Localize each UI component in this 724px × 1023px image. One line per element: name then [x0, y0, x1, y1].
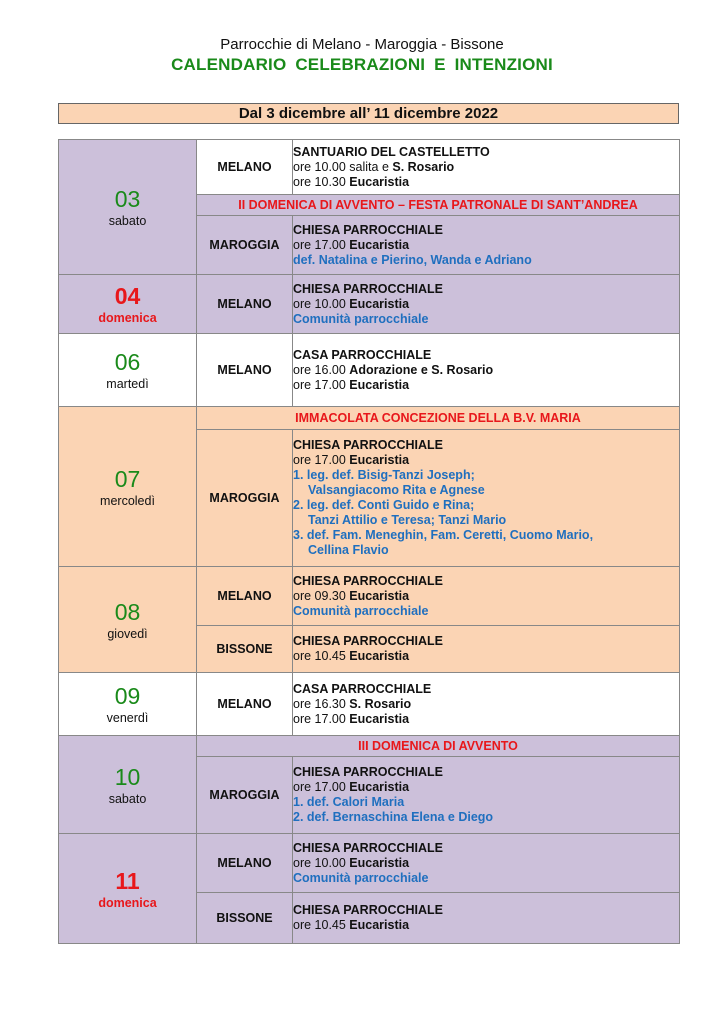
day-number: 10: [114, 763, 141, 790]
day-number: 09: [114, 683, 141, 709]
table-row: [59, 407, 680, 430]
day-number: 08: [114, 598, 141, 625]
intention: 2. leg. def. Conti Guido e Rina;: [293, 498, 475, 512]
time-line: ore 10.00 Eucaristia: [293, 855, 410, 870]
table-row: [59, 834, 680, 893]
table-row: [59, 567, 680, 626]
day-03-cell: [59, 140, 197, 275]
venue: CHIESA PARROCCHIALE: [293, 222, 444, 237]
intention: 1. def. Calori Maria: [293, 795, 405, 809]
weekday: giovedì: [107, 626, 148, 641]
period-banner: Dal 3 dicembre all’ 11 dicembre 2022: [58, 103, 679, 124]
place-cell: BISSONE: [197, 893, 293, 944]
time-line: ore 10.45 Eucaristia: [293, 918, 410, 932]
table-row: [59, 275, 680, 334]
day-10-cell: [59, 736, 197, 834]
time-line: ore 10.45 Eucaristia: [293, 649, 410, 663]
day-number: 07: [114, 465, 141, 492]
day-number: 06: [114, 349, 141, 375]
place-cell: MELANO: [197, 275, 293, 334]
venue: CHIESA PARROCCHIALE: [293, 281, 444, 296]
venue: CHIESA PARROCCHIALE: [293, 903, 444, 917]
time-line: ore 16.30 S. Rosario: [293, 696, 412, 711]
calendar-title: CALENDARIO CELEBRAZIONI E INTENZIONI: [171, 55, 553, 74]
place-cell: MELANO: [197, 834, 293, 893]
details-cell: [293, 430, 680, 567]
details-cell: [293, 140, 680, 195]
feast-banner: II DOMENICA DI AVVENTO – FESTA PATRONALE DI SANT’ANDREA: [197, 195, 680, 216]
parishes-heading: Parrocchie di Melano - Maroggia - Bissone: [220, 36, 504, 53]
venue: CHIESA PARROCCHIALE: [293, 573, 444, 588]
table-row: [59, 736, 680, 757]
day-06-cell: [59, 334, 197, 407]
intention: 2. def. Bernaschina Elena e Diego: [293, 810, 494, 824]
venue: SANTUARIO DEL CASTELLETTO: [293, 144, 490, 159]
venue: CHIESA PARROCCHIALE: [293, 438, 444, 452]
table-row: [59, 673, 680, 736]
weekday: sabato: [108, 214, 147, 228]
day-04-cell: [59, 275, 197, 334]
weekday: martedì: [106, 377, 149, 391]
feast-banner: III DOMENICA DI AVVENTO: [197, 736, 680, 757]
time-line: ore 17.00 Eucaristia: [293, 453, 410, 467]
place-cell: MELANO: [197, 334, 293, 407]
place-cell: MAROGGIA: [197, 757, 293, 834]
table-row: [59, 140, 680, 195]
details-cell: [293, 757, 680, 834]
intention: Comunità parrocchiale: [293, 603, 429, 618]
day-number: 03: [114, 186, 141, 212]
celebrations-table: [58, 139, 680, 944]
weekday: mercoledì: [100, 493, 155, 508]
table-row: [59, 334, 680, 407]
intention: Valsangiacomo Rita e Agnese: [308, 483, 485, 497]
place-cell: MELANO: [197, 673, 293, 736]
place-cell: BISSONE: [197, 626, 293, 673]
weekday: venerdì: [106, 711, 149, 725]
time-line: ore 17.00 Eucaristia: [293, 377, 410, 392]
intention: 3. def. Fam. Meneghin, Fam. Ceretti, Cuomo Mario,: [293, 528, 594, 542]
time-line: ore 10.00 Eucaristia: [293, 296, 410, 311]
details-cell: [293, 834, 680, 893]
weekday: sabato: [108, 791, 147, 806]
day-11-cell: [59, 834, 197, 944]
intention: Comunità parrocchiale: [293, 311, 429, 326]
venue: CHIESA PARROCCHIALE: [293, 840, 444, 855]
intention: Tanzi Attilio e Teresa; Tanzi Mario: [308, 513, 507, 527]
details-cell: [293, 216, 680, 275]
day-09-cell: [59, 673, 197, 736]
venue: CHIESA PARROCCHIALE: [293, 765, 444, 779]
details-cell: [293, 893, 680, 944]
intention: 1. leg. def. Bisig-Tanzi Joseph;: [293, 468, 475, 482]
day-07-cell: [59, 407, 197, 567]
details-cell: [293, 334, 680, 407]
time-line: ore 10.00 salita e S. Rosario: [293, 159, 455, 174]
place-cell: MELANO: [197, 567, 293, 626]
time-line: ore 16.00 Adorazione e S. Rosario: [293, 362, 494, 377]
place-cell: MAROGGIA: [197, 216, 293, 275]
place-cell: MAROGGIA: [197, 430, 293, 567]
details-cell: [293, 626, 680, 673]
details-cell: [293, 567, 680, 626]
day-08-cell: [59, 567, 197, 673]
venue: CASA PARROCCHIALE: [293, 347, 432, 362]
day-number: 04: [114, 283, 141, 309]
details-cell: [293, 673, 680, 736]
intention: Comunità parrocchiale: [293, 870, 429, 885]
place-cell: MELANO: [197, 140, 293, 195]
details-cell: [293, 275, 680, 334]
time-line: ore 17.00 Eucaristia: [293, 237, 410, 252]
time-line: ore 10.30 Eucaristia: [293, 174, 410, 189]
day-number: 11: [115, 867, 140, 894]
time-line: ore 17.00 Eucaristia: [293, 711, 410, 726]
weekday: domenica: [98, 311, 157, 325]
feast-banner: IMMACOLATA CONCEZIONE DELLA B.V. MARIA: [197, 407, 680, 430]
intention: Cellina Flavio: [308, 543, 389, 557]
venue: CHIESA PARROCCHIALE: [293, 634, 444, 648]
time-line: ore 17.00 Eucaristia: [293, 780, 410, 794]
weekday: domenica: [98, 895, 157, 910]
venue: CASA PARROCCHIALE: [293, 681, 432, 696]
time-line: ore 09.30 Eucaristia: [293, 588, 410, 603]
intention: def. Natalina e Pierino, Wanda e Adriano: [293, 252, 532, 267]
